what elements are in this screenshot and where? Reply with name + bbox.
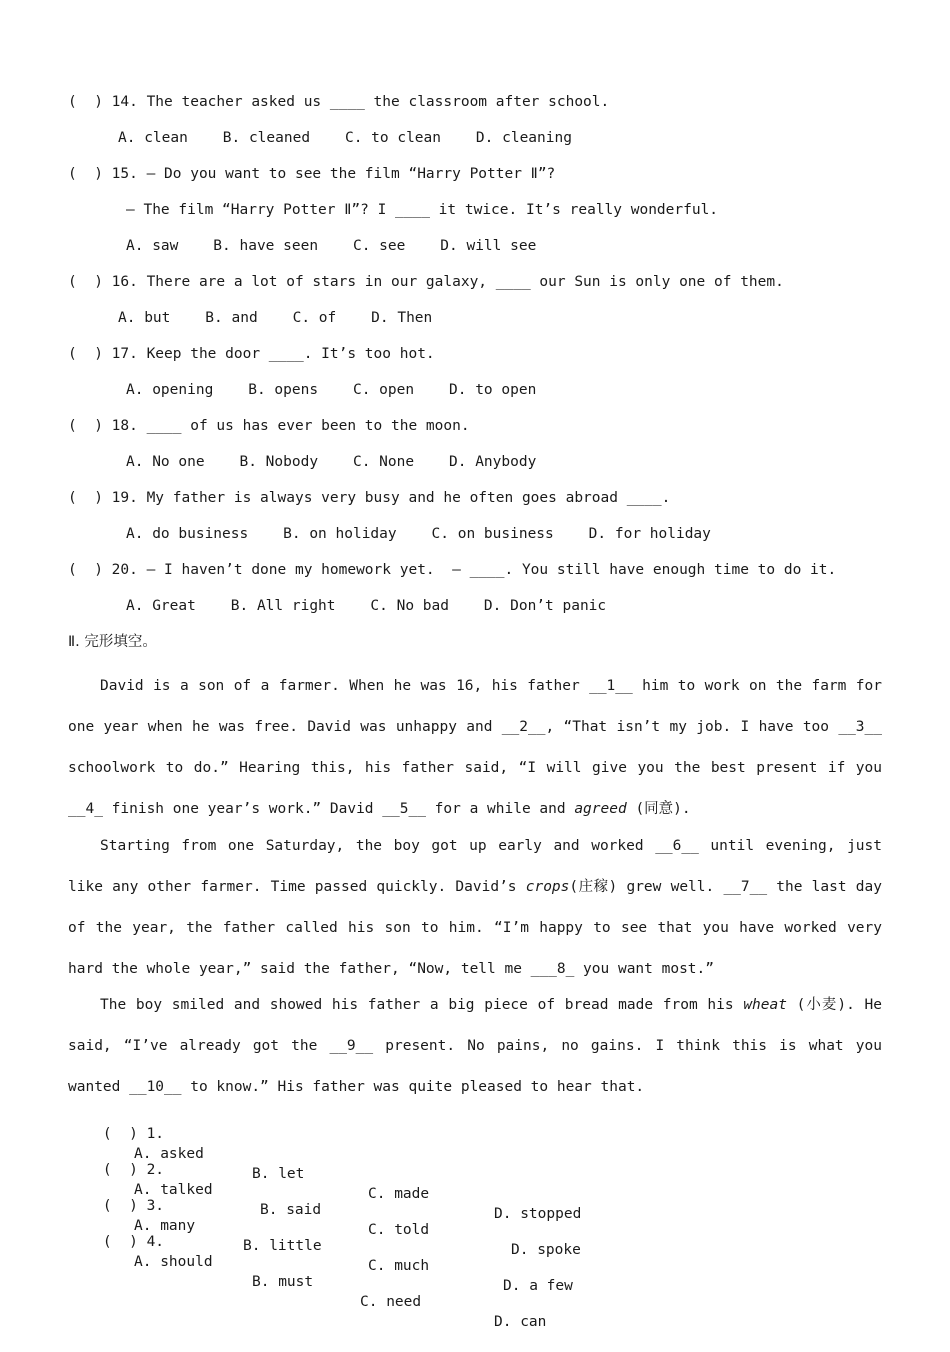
passage-text: (庄稼) grew well. __7__ the last day of the year, the father called his son to him. “I’m happy to see that you have worked very hard the whole year,” said the father, “Now, tell me ___8_ you want most.”	[68, 879, 882, 977]
passage-text: (同意).	[626, 801, 691, 817]
cloze-number: ( ) 4.	[102, 1234, 165, 1250]
cloze-option-a: A. asked	[134, 1146, 204, 1162]
cloze-option-b: B. said	[260, 1202, 322, 1218]
passage-text: David is a son of a farmer. When he was 16, his father __1__ him to work on the farm for one year when he was free. David was unhappy and __2__, “That isn’t my job. I have too __3__ schoolwork to do.” Hearing this, his father said, “I will give you the best present if you __4_ finish one year’s work.” David __5__ for a while and	[68, 678, 882, 817]
question-options: A. clean B. cleaned C. to clean D. cleaning	[118, 130, 572, 146]
question-options: A. do business B. on holiday C. on business D. for holiday	[126, 526, 711, 542]
cloze-option-b: B. must	[252, 1274, 314, 1290]
section-title: Ⅱ. 完形填空。	[68, 634, 157, 650]
cloze-option-a: A. should	[134, 1254, 213, 1270]
question-stem-reply: — The film “Harry Potter Ⅱ”? I ____ it twice. It’s really wonderful.	[126, 202, 719, 218]
question-stem: ( ) 20. — I haven’t done my homework yet. — ____. You still have enough time to do it.	[68, 562, 837, 578]
passage-paragraph-2	[68, 826, 882, 990]
question-options: A. opening B. opens C. open D. to open	[126, 382, 537, 398]
passage-text: Starting from one Saturday, the boy got up early and worked __6__ until evening, just like any other farmer. Time passed quickly. David’s	[68, 838, 882, 895]
passage-italic-word: wheat	[743, 997, 787, 1013]
cloze-number: ( ) 3.	[102, 1198, 165, 1214]
cloze-option-d: D. stopped	[494, 1206, 582, 1222]
question-stem: ( ) 15. — Do you want to see the film “Harry Potter Ⅱ”?	[68, 166, 556, 182]
passage-text: The boy smiled and showed his father a big piece of bread made from his	[100, 997, 744, 1013]
question-stem: ( ) 16. There are a lot of stars in our galaxy, ____ our Sun is only one of them.	[68, 274, 784, 290]
passage-italic-word: crops	[525, 879, 570, 895]
question-stem: ( ) 19. My father is always very busy and he often goes abroad ____.	[68, 490, 671, 506]
cloze-option-a: A. many	[134, 1218, 196, 1234]
cloze-option-c: C. made	[368, 1186, 430, 1202]
question-options: A. saw B. have seen C. see D. will see	[126, 238, 537, 254]
question-stem: ( ) 18. ____ of us has ever been to the moon.	[68, 418, 470, 434]
cloze-option-d: D. can	[494, 1314, 547, 1330]
cloze-option-d: D. spoke	[511, 1242, 581, 1258]
cloze-option-d: D. a few	[503, 1278, 573, 1294]
question-options: A. Great B. All right C. No bad D. Don’t panic	[126, 598, 607, 614]
cloze-number: ( ) 1.	[102, 1126, 165, 1142]
passage-paragraph-3	[68, 985, 882, 1108]
cloze-number: ( ) 2.	[102, 1162, 165, 1178]
question-options: A. No one B. Nobody C. None D. Anybody	[126, 454, 537, 470]
passage-paragraph-1	[68, 666, 882, 830]
question-options: A. but B. and C. of D. Then	[118, 310, 433, 326]
cloze-option-a: A. talked	[134, 1182, 213, 1198]
passage-text: (小麦). He said, “I’ve already got the __9__ present. No pains, no gains. I think this is what you wanted __10__ to know.” His father was quite pleased to hear that.	[68, 997, 882, 1095]
cloze-option-b: B. little	[243, 1238, 322, 1254]
cloze-option-c: C. need	[360, 1294, 422, 1310]
cloze-option-b: B. let	[252, 1166, 305, 1182]
question-stem: ( ) 17. Keep the door ____. It’s too hot.	[68, 346, 435, 362]
cloze-option-c: C. told	[368, 1222, 430, 1238]
passage-italic-word: agreed	[574, 801, 627, 817]
cloze-option-c: C. much	[368, 1258, 430, 1274]
question-stem: ( ) 14. The teacher asked us ____ the classroom after school.	[68, 94, 610, 110]
